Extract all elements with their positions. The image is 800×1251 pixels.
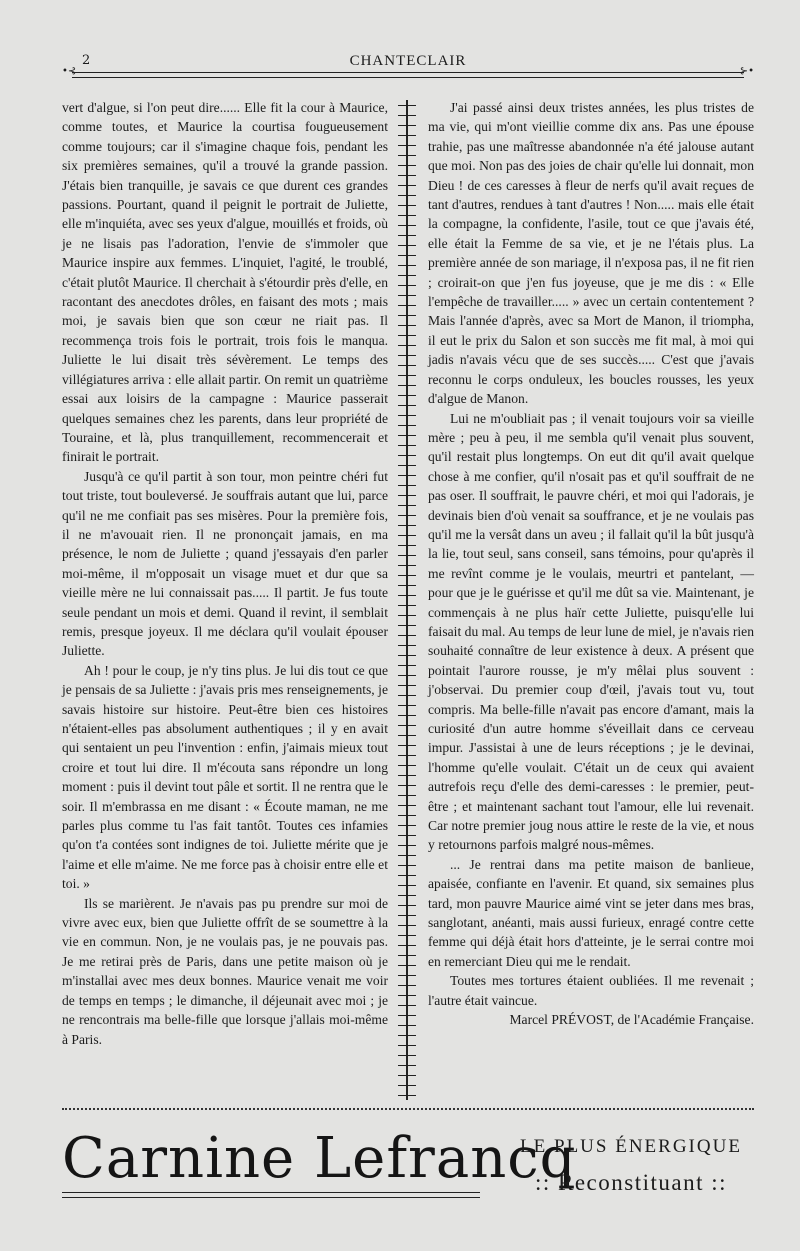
ad-brand-underline [62, 1192, 480, 1198]
article-column-left [62, 98, 388, 1049]
author-signature: Marcel PRÉVOST, de l'Académie Française. [509, 1012, 754, 1028]
dotted-separator [62, 1108, 754, 1110]
ad-brand-name: Carnine Lefrancq [62, 1126, 577, 1191]
paragraph: Ils se marièrent. Je n'avais pas pu prendre sur moi de vivre avec eux, bien que Juliette offrît de se soumettre à la vie en commun. Non, je ne voulais pas, je ne pouvais pas. Je me retirai près de Paris, dans une petite maison où je m'installai avec mes deux bonnes. Maurice venait me voir de temps en temps ; le dimanche, il déjeunait avec moi ; je ne rencontrais ma belle-fille que lorsque j'allais moi-même à Paris. [62, 895, 388, 1047]
header-rule [72, 72, 744, 78]
header-rule-ornament-right: ⊱• [739, 66, 754, 77]
header-rule-ornament-left: •⊰ [62, 66, 77, 77]
paragraph: ... Je rentrai dans ma petite maison de banlieue, apaisée, confiante en l'avenir. Et quand, six semaines plus tard, mon pauvre Maurice aimé vint se jeter dans mes bras, sanglotant, anéanti, mais aussi furieux, enragé contre cette femme qui déjà était hors d'atteinte, je le serrai contre moi en remerciant Dieu qui me le rendait. [428, 856, 754, 969]
ad-tagline: LE PLUS ÉNERGIQUE [520, 1136, 742, 1157]
journal-title: CHANTECLAIR [349, 53, 467, 69]
paragraph: J'ai passé ainsi deux tristes années, les plus tristes de ma vie, qui m'ont vieillie comme dix ans. Pas une épouse trahie, pas une maîtresse abandonnée n'a été jalouse autant que moi. Non pas des joies de chair qu'elle lui donnait, mon Dieu ! de ces caresses à fleur de nerfs qu'il avait reçues de tant d'autres, rendues à tant d'autres ! Non..... mais elle était la compagne, la confidente, l'asile, tout ce que j'avais été, elle était la Femme de sa vie, et je ne l'étais plus. La première année de son mariage, il n'exposa pas, il ne fit rien ; croirait-on que j'en fus joyeuse, que je me dis : « Elle l'empêche de travailler..... » avec un certain contentement ? Mais l'année d'après, avec sa Mort de Manon, il triompha, il eut le prix du Salon et son succès me fit mal, à moi qui jadis n'avais vécu que de ses succès..... C'est que j'avais reconnu le corps onduleux, les boucles rousses, les yeux d'algue de Manon. [428, 100, 754, 407]
column-divider-ornament [398, 100, 416, 1100]
paragraph: Toutes mes tortures étaient oubliées. Il me revenait ; l'autre était vaincue. [428, 973, 754, 1008]
article-column-right [428, 98, 754, 1030]
paragraph: Lui ne m'oubliait pas ; il venait toujours voir sa vieille mère ; peu à peu, il me sembla qu'il venait plus souvent, qu'il restait plus longtemps. On eut dit qu'il avait quelque chose à me confier, qu'il n'osait pas et qu'il souffrait de ne pas oser. Il souffrait, le pauvre chéri, et moi qui l'adorais, je devinais bien d'où venait sa souffrance, et je ne voulais pas qu'il me la versât dans un aveu ; il fallait qu'il la bût jusqu'à la lie, tout seul, sans conseil, sans témoins, pour qu'après il me revînt comme je le voulais, meurtri et pantelant, — pour que je le guérisse et qu'il me dût sa vie. Maintenant, je commençais à ne plus haïr cette Juliette, puisqu'elle lui faisait du mal. Au temps de leur lune de miel, je n'avais rien souhaité connaître de leur existence à deux. A présent que pointait l'aurore rousse, je m'y mêlai plus souvent : j'observai. Du premier coup d'œil, j'avais tout vu, tout compris. Ma belle-fille n'avait pas encore d'amant, mais la curiosité d'un autre homme s'éveillait dans ce cerveau impur. J'assistai à une de leurs réceptions ; je le devinai, l'homme qu'elle voulait. C'était un de ceux qui avaient autrefois reçu d'elle des demi-caresses : le premier, peut-être ; et maintenant sachant tout l'amour, elle lui revenait. Car notre premier joug nous attire le reste de la vie, et nous y retournons parfois malgré nous-mêmes. [428, 410, 754, 853]
page-header [62, 50, 754, 80]
ad-product-label: :: Reconstituant :: [534, 1170, 728, 1195]
paragraph: Jusqu'à ce qu'il partit à son tour, mon peintre chéri fut tout triste, tout bouleversé. Je souffrais autant que lui, parce qu'il ne me confiait pas ses misères. Pour la première fois, il ne m'avouait rien. Il ne prononçait jamais, en ma présence, le nom de Juliette ; quand j'essayais d'en parler moi-même, il m'opposait un visage muet et dur que sa vieille mère ne lui connaissait pas..... Il partit. Je fus toute seule pendant un mois et demi. Quand il revint, il semblait remis, presque joyeux. Il me déclara qu'il voulait épouser Juliette. [62, 468, 388, 659]
page-number: 2 [82, 53, 91, 68]
paragraph: vert d'algue, si l'on peut dire...... Elle fit la cour à Maurice, comme toutes, et Maurice la courtisa fougueusement comme toujours; car il s'imagine chaque fois, pendant les six premières semaines, qu'il a trouvé la grande passion. J'étais bien tranquille, je savais ce que durent ces grandes passions. Pourtant, quand il peignit le portrait de Juliette, elle m'inquiéta, avec ses yeux d'algue, mouillés et froids, où je ne lisais pas l'adoration, l'envie de s'immoler que Maurice inspire aux femmes. L'inquiet, l'agité, le troublé, c'était plutôt Maurice. Il cherchait à s'étourdir près d'elle, en racontant des anecdotes drôles, en faisant des mots ; mais moi, je savais bien que son cœur ne riait pas. Il recommença trois fois le portrait, trois fois le manqua. Juliette le lui disait très sévèrement. Le temps des villégiatures arriva : elle allait partir. On remit un quatrième essai aux loisirs de la campagne : Maurice passerait quelques semaines chez les parents, dans leur propriété de Touraine, et là, plus tranquillement, recommencerait et finirait le portrait. [62, 100, 388, 465]
advertisement [62, 1118, 754, 1228]
paragraph: Ah ! pour le coup, je n'y tins plus. Je lui dis tout ce que je pensais de sa Juliette : j'avais pris mes renseignements, je savais histoire sur histoire. Peut-être bien ces histoires n'étaient-elles pas absolument authentiques ; il y en avait qui sentaient un peu l'invention : enfin, j'aimais mieux tout croire et tout lui dire. Il m'écouta sans répondre un long moment : puis il devint tout pâle et sortit. Il ne rentra que le soir. Il m'embrassa en me disant : « Écoute maman, ne me parles plus comme tu l'as fait tantôt. Toutes ces infamies qu'on t'a contées sont indignes de toi. Juliette mérite que je l'aime et elle m'aime. Ne me force pas à choisir entre elle et toi. » [62, 662, 388, 892]
